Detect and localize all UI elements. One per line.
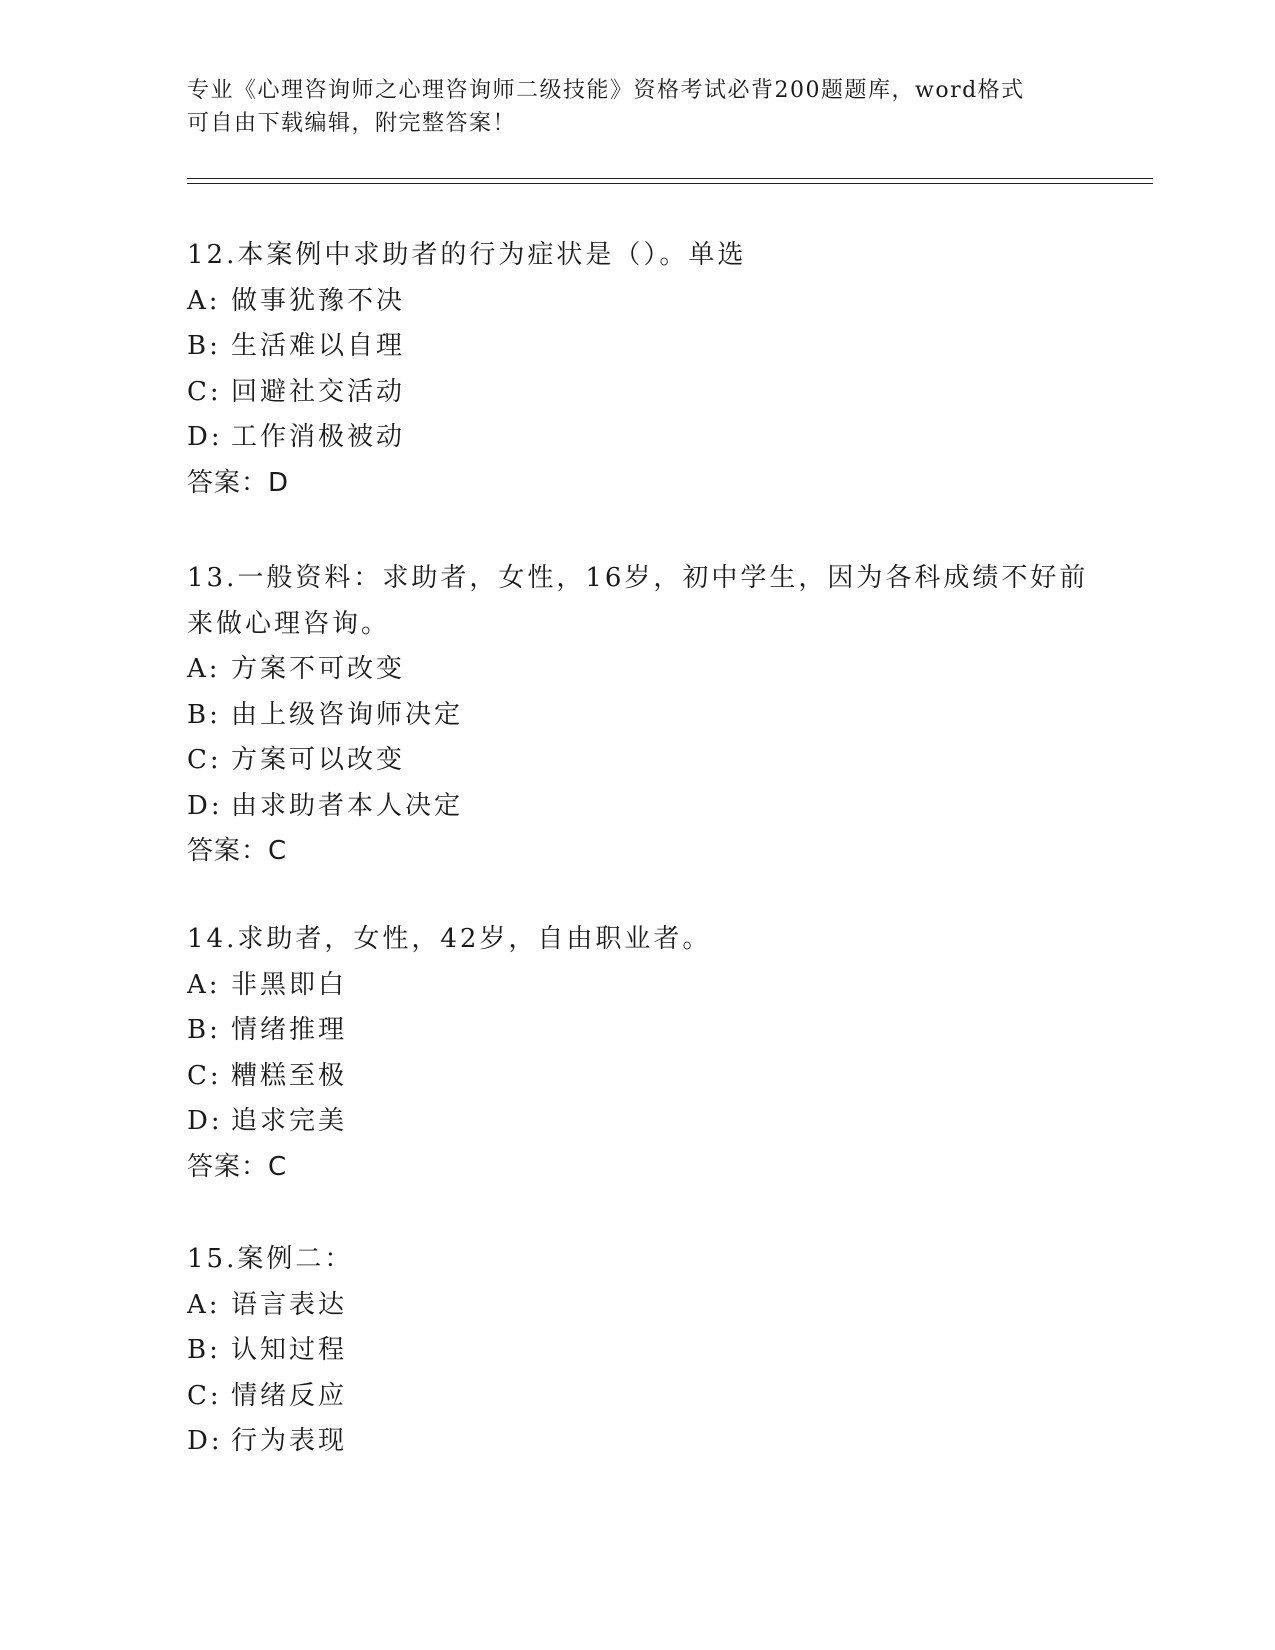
option-text: 方案不可改变 [231, 654, 406, 684]
option-text: 追求完美 [231, 1106, 348, 1136]
question-15 [187, 1237, 1087, 1465]
option-letter: B: [187, 1335, 221, 1365]
option-text: 工作消极被动 [231, 422, 406, 452]
option-text: 糟糕至极 [231, 1060, 348, 1091]
question-stem: 14.求助者，女性，42岁，自由职业者。 [187, 924, 712, 954]
option-letter: D: [187, 422, 223, 452]
option-text: 语言表达 [231, 1289, 348, 1320]
option-d [187, 1099, 1087, 1145]
option-b [187, 693, 1087, 739]
option-letter: C: [187, 376, 222, 407]
option-c [187, 370, 1087, 416]
option-c [187, 738, 1087, 784]
answer-text: 答案：C [187, 836, 288, 866]
option-text: 情绪反应 [231, 1380, 348, 1411]
header-divider-top [187, 178, 1153, 179]
option-text: 认知过程 [231, 1335, 348, 1365]
option-a [187, 279, 1087, 325]
option-b [187, 324, 1087, 370]
option-letter: A: [187, 1289, 221, 1320]
option-text: 回避社交活动 [231, 376, 406, 407]
option-a [187, 647, 1087, 693]
option-text: 由求助者本人决定 [231, 790, 464, 821]
option-c [187, 1054, 1087, 1100]
option-letter: C: [187, 1380, 222, 1411]
answer-text: 答案：C [187, 1151, 288, 1182]
option-letter: B: [187, 699, 221, 730]
option-letter: A: [187, 969, 221, 1000]
option-b [187, 1008, 1087, 1054]
header-line-1: 专业《心理咨询师之心理咨询师二级技能》资格考试必背200题题库，word格式 [187, 78, 1025, 103]
option-letter: B: [187, 331, 221, 361]
question-12 [187, 233, 1087, 506]
question-13 [187, 556, 1087, 875]
option-d [187, 1419, 1087, 1465]
document-header [187, 74, 1067, 140]
option-letter: A: [187, 285, 221, 316]
question-stem: 13.一般资料：求助者，女性，16岁，初中学生，因为各科成绩不好前 [187, 563, 1089, 593]
option-letter: D: [187, 1106, 223, 1136]
option-text: 做事犹豫不决 [231, 285, 406, 316]
option-a [187, 963, 1087, 1009]
answer-text: 答案：D [187, 467, 290, 498]
question-14 [187, 917, 1087, 1190]
question-stem-continued: 来做心理咨询。 [187, 608, 391, 639]
option-text: 方案可以改变 [231, 745, 406, 775]
option-text: 行为表现 [231, 1426, 348, 1456]
option-d [187, 415, 1087, 461]
option-letter: D: [187, 1426, 223, 1456]
option-text: 由上级咨询师决定 [231, 699, 464, 730]
header-divider-bottom [187, 183, 1153, 184]
option-text: 非黑即白 [231, 969, 348, 1000]
option-text: 生活难以自理 [231, 331, 406, 361]
option-d [187, 784, 1087, 830]
question-stem: 12.本案例中求助者的行为症状是（）。单选 [187, 240, 747, 270]
header-line-2: 可自由下载编辑，附完整答案！ [187, 111, 517, 136]
option-letter: D: [187, 790, 223, 821]
option-letter: B: [187, 1015, 221, 1045]
option-letter: A: [187, 654, 221, 684]
option-a [187, 1283, 1087, 1329]
option-b [187, 1328, 1087, 1374]
option-c [187, 1374, 1087, 1420]
option-letter: C: [187, 1060, 222, 1091]
option-text: 情绪推理 [231, 1015, 348, 1045]
question-stem: 15.案例二： [187, 1244, 354, 1274]
option-letter: C: [187, 745, 222, 775]
